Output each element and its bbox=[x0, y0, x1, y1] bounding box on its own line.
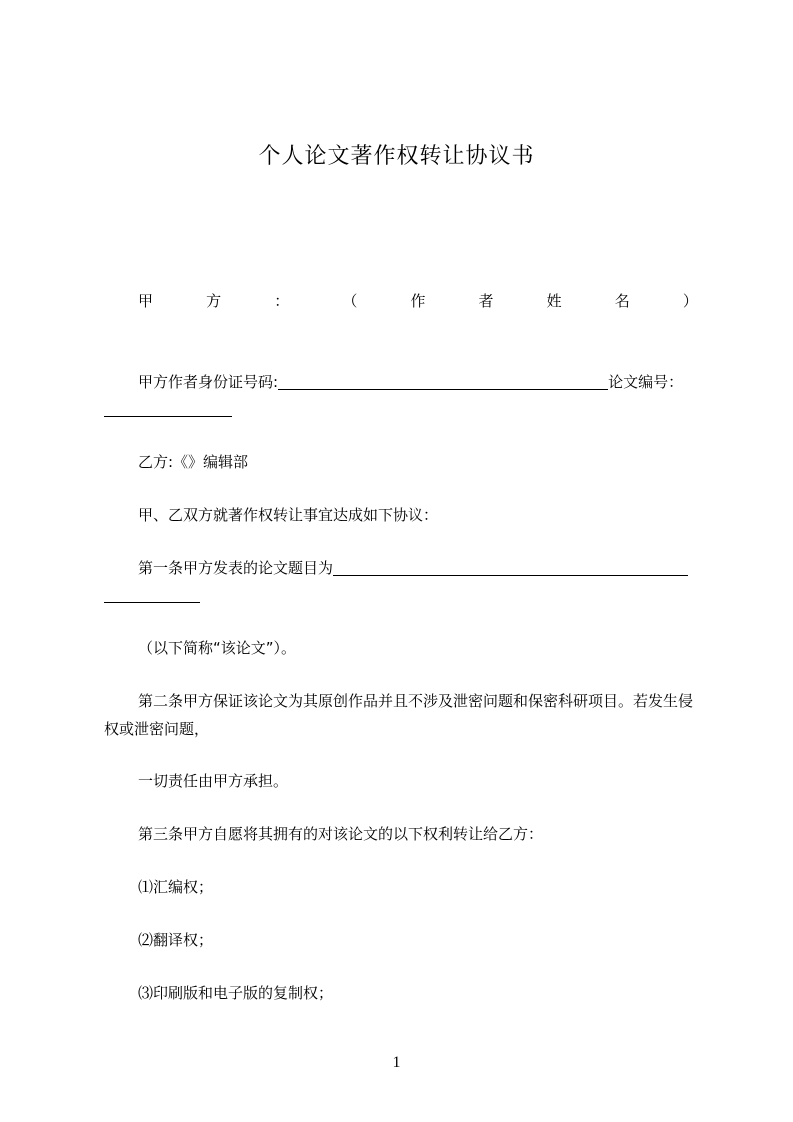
document-title: 个人论文著作权转让协议书 bbox=[258, 144, 535, 169]
paper-number-blank-line bbox=[104, 398, 232, 420]
article-2-continued: 一切责任由甲方承担。 bbox=[138, 772, 289, 790]
party-a-char: 名 bbox=[614, 292, 630, 310]
party-b-line: 乙方:《》编辑部 bbox=[138, 453, 249, 471]
article-1-line bbox=[138, 557, 688, 579]
article-2: 第二条甲方保证该论文为其原创作品并且不涉及泄密问题和保密科研项目。若发生侵权或泄密问题， bbox=[104, 692, 694, 738]
party-a-char: 作 bbox=[410, 292, 426, 310]
party-a-char: 者 bbox=[478, 292, 494, 310]
paper-title-blank-cont bbox=[104, 586, 200, 603]
party-a-char: ： bbox=[274, 292, 290, 310]
paper-number-label: 论文编号： bbox=[608, 373, 684, 391]
paper-number-blank bbox=[104, 400, 232, 417]
party-a-line bbox=[138, 290, 698, 312]
party-a-char: 甲 bbox=[138, 292, 154, 310]
party-a-char: 姓 bbox=[546, 292, 562, 310]
article-1-suffix: （以下简称“该论文”）。 bbox=[138, 639, 297, 657]
id-number-label: 甲方作者身份证号码: bbox=[138, 373, 279, 391]
list-item: ⑴汇编权； bbox=[138, 878, 214, 896]
paper-title-blank bbox=[333, 559, 688, 576]
id-number-line bbox=[138, 371, 683, 393]
list-item: ⑶印刷版和电子版的复制权； bbox=[138, 984, 334, 1002]
party-a-char: ） bbox=[682, 292, 698, 310]
paper-title-blank-line bbox=[104, 584, 200, 606]
id-number-blank bbox=[278, 373, 608, 390]
article-1-text: 第一条甲方发表的论文题目为 bbox=[138, 559, 334, 577]
preamble: 甲、乙双方就著作权转让事宜达成如下协议： bbox=[138, 506, 439, 524]
article-3: 第三条甲方自愿将其拥有的对该论文的以下权利转让给乙方： bbox=[138, 825, 544, 843]
list-item: ⑵翻译权； bbox=[138, 931, 214, 949]
party-a-char: 方 bbox=[206, 292, 222, 310]
page-number: 1 bbox=[392, 1054, 401, 1071]
party-a-char: （ bbox=[342, 292, 358, 310]
